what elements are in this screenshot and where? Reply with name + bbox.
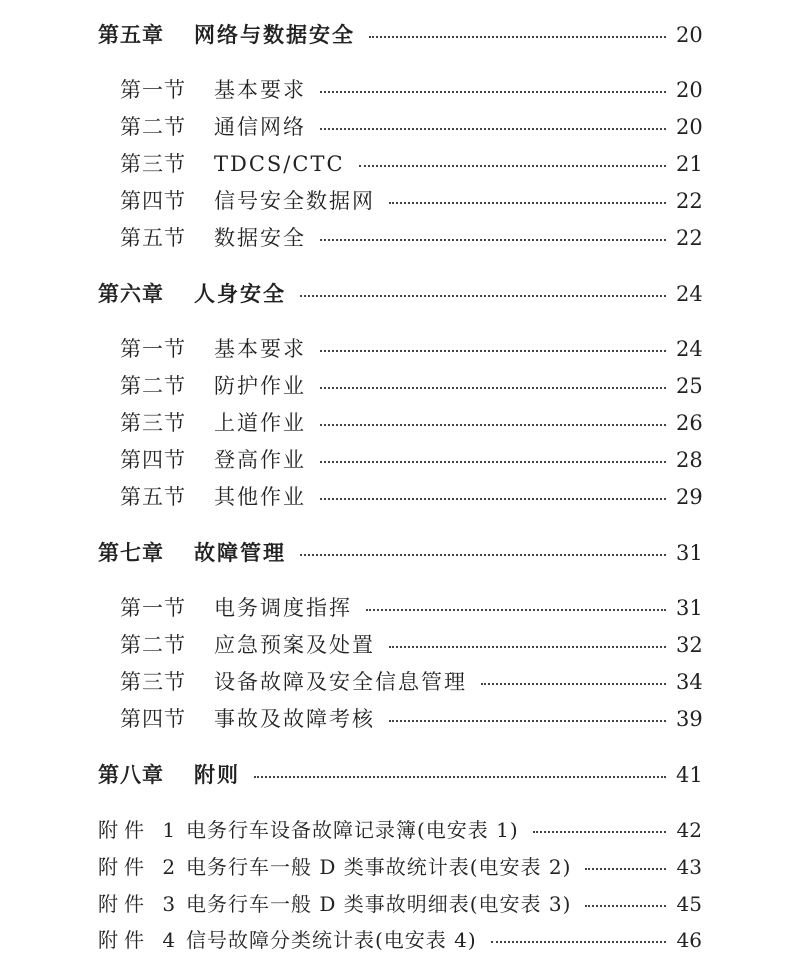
toc-appendix[interactable]	[98, 889, 702, 919]
section-title: 基本要求	[214, 337, 306, 361]
page-number: 41	[676, 763, 703, 787]
page-number: 29	[676, 485, 703, 509]
dot-leader	[585, 903, 666, 907]
section-number: 第二节	[120, 633, 186, 657]
dot-leader	[320, 496, 666, 500]
appendix-number: 附件 3	[98, 892, 182, 916]
appendix-number: 附件 2	[98, 855, 182, 879]
dot-leader	[320, 126, 666, 130]
section-title: 应急预案及处置	[214, 633, 375, 657]
appendix-title: 信号故障分类统计表(电安表 4)	[186, 928, 477, 952]
dot-leader	[491, 939, 666, 943]
toc-section[interactable]	[120, 704, 702, 734]
section-title: 电务调度指挥	[214, 596, 352, 620]
section-title: 设备故障及安全信息管理	[214, 670, 467, 694]
dot-leader	[320, 459, 666, 463]
dot-leader	[389, 200, 666, 204]
toc-section[interactable]	[120, 630, 702, 660]
chapter-title: 附则	[194, 762, 240, 787]
page-number: 39	[676, 707, 703, 731]
section-title: 通信网络	[214, 115, 306, 139]
dot-leader	[359, 163, 666, 167]
page-number: 34	[676, 670, 703, 694]
toc-appendix[interactable]	[98, 815, 702, 845]
appendix-number: 附件 4	[98, 928, 182, 952]
section-title: 基本要求	[214, 78, 306, 102]
page-number: 24	[676, 282, 703, 306]
section-number: 第一节	[120, 78, 186, 102]
page-number: 22	[676, 189, 703, 213]
chapter-number: 第八章	[98, 762, 164, 787]
section-title: 其他作业	[214, 485, 306, 509]
toc-section[interactable]	[120, 408, 702, 438]
page-number: 26	[676, 411, 703, 435]
toc-chapter-7[interactable]	[98, 538, 702, 568]
toc-section[interactable]	[120, 75, 702, 105]
section-number: 第二节	[120, 374, 186, 398]
page-number: 20	[676, 78, 703, 102]
section-number: 第一节	[120, 596, 186, 620]
section-number: 第二节	[120, 115, 186, 139]
toc-section[interactable]	[120, 149, 702, 179]
section-number: 第五节	[120, 485, 186, 509]
page-number: 45	[676, 892, 702, 916]
section-number: 第三节	[120, 152, 186, 176]
toc-section[interactable]	[120, 334, 702, 364]
toc-section[interactable]	[120, 371, 702, 401]
dot-leader	[366, 607, 666, 611]
section-title: 事故及故障考核	[214, 707, 375, 731]
page-number: 28	[676, 448, 703, 472]
dot-leader	[389, 718, 666, 722]
dot-leader	[369, 34, 666, 38]
chapter-title: 故障管理	[194, 540, 286, 565]
page-number: 43	[676, 855, 702, 879]
page-number: 20	[676, 23, 703, 47]
appendix-title: 电务行车一般 D 类事故统计表(电安表 2)	[186, 855, 572, 879]
appendix-title: 电务行车设备故障记录簿(电安表 1)	[186, 818, 519, 842]
toc-chapter-6[interactable]	[98, 279, 702, 309]
page-number: 21	[676, 152, 703, 176]
toc-section[interactable]	[120, 482, 702, 512]
section-title: 数据安全	[214, 226, 306, 250]
dot-leader	[320, 237, 666, 241]
dot-leader	[533, 829, 666, 833]
toc-section[interactable]	[120, 667, 702, 697]
toc-chapter-5[interactable]	[98, 20, 702, 50]
section-title: TDCS/CTC	[214, 152, 345, 176]
chapter-number: 第七章	[98, 540, 164, 565]
chapter-title: 人身安全	[194, 281, 286, 306]
dot-leader	[481, 681, 666, 685]
dot-leader	[320, 89, 666, 93]
chapter-number: 第五章	[98, 22, 164, 47]
dot-leader	[320, 385, 666, 389]
appendix-title: 电务行车一般 D 类事故明细表(电安表 3)	[186, 892, 572, 916]
toc-section[interactable]	[120, 223, 702, 253]
section-number: 第五节	[120, 226, 186, 250]
dot-leader	[300, 552, 666, 556]
chapter-number: 第六章	[98, 281, 164, 306]
toc-section[interactable]	[120, 593, 702, 623]
page-number: 22	[676, 226, 703, 250]
toc-appendix[interactable]	[98, 852, 702, 882]
section-number: 第三节	[120, 670, 186, 694]
section-number: 第三节	[120, 411, 186, 435]
dot-leader	[300, 293, 666, 297]
page-number: 46	[676, 928, 702, 952]
dot-leader	[320, 422, 666, 426]
section-number: 第四节	[120, 707, 186, 731]
toc-section[interactable]	[120, 445, 702, 475]
section-title: 上道作业	[214, 411, 306, 435]
page-number: 20	[676, 115, 703, 139]
page-number: 31	[676, 541, 703, 565]
dot-leader	[320, 348, 666, 352]
page-number: 24	[676, 337, 703, 361]
appendix-number: 附件 1	[98, 818, 182, 842]
toc-section[interactable]	[120, 112, 702, 142]
toc-appendix[interactable]	[98, 925, 702, 955]
page-number: 25	[676, 374, 703, 398]
dot-leader	[254, 774, 666, 778]
chapter-title: 网络与数据安全	[194, 22, 355, 47]
section-number: 第一节	[120, 337, 186, 361]
section-title: 信号安全数据网	[214, 189, 375, 213]
dot-leader	[389, 644, 666, 648]
section-number: 第四节	[120, 189, 186, 213]
section-title: 防护作业	[214, 374, 306, 398]
page-number: 32	[676, 633, 703, 657]
section-title: 登高作业	[214, 448, 306, 472]
section-number: 第四节	[120, 448, 186, 472]
page-number: 42	[676, 818, 702, 842]
toc-chapter-8[interactable]	[98, 760, 702, 790]
toc-section[interactable]	[120, 186, 702, 216]
page-number: 31	[676, 596, 703, 620]
dot-leader	[585, 866, 666, 870]
